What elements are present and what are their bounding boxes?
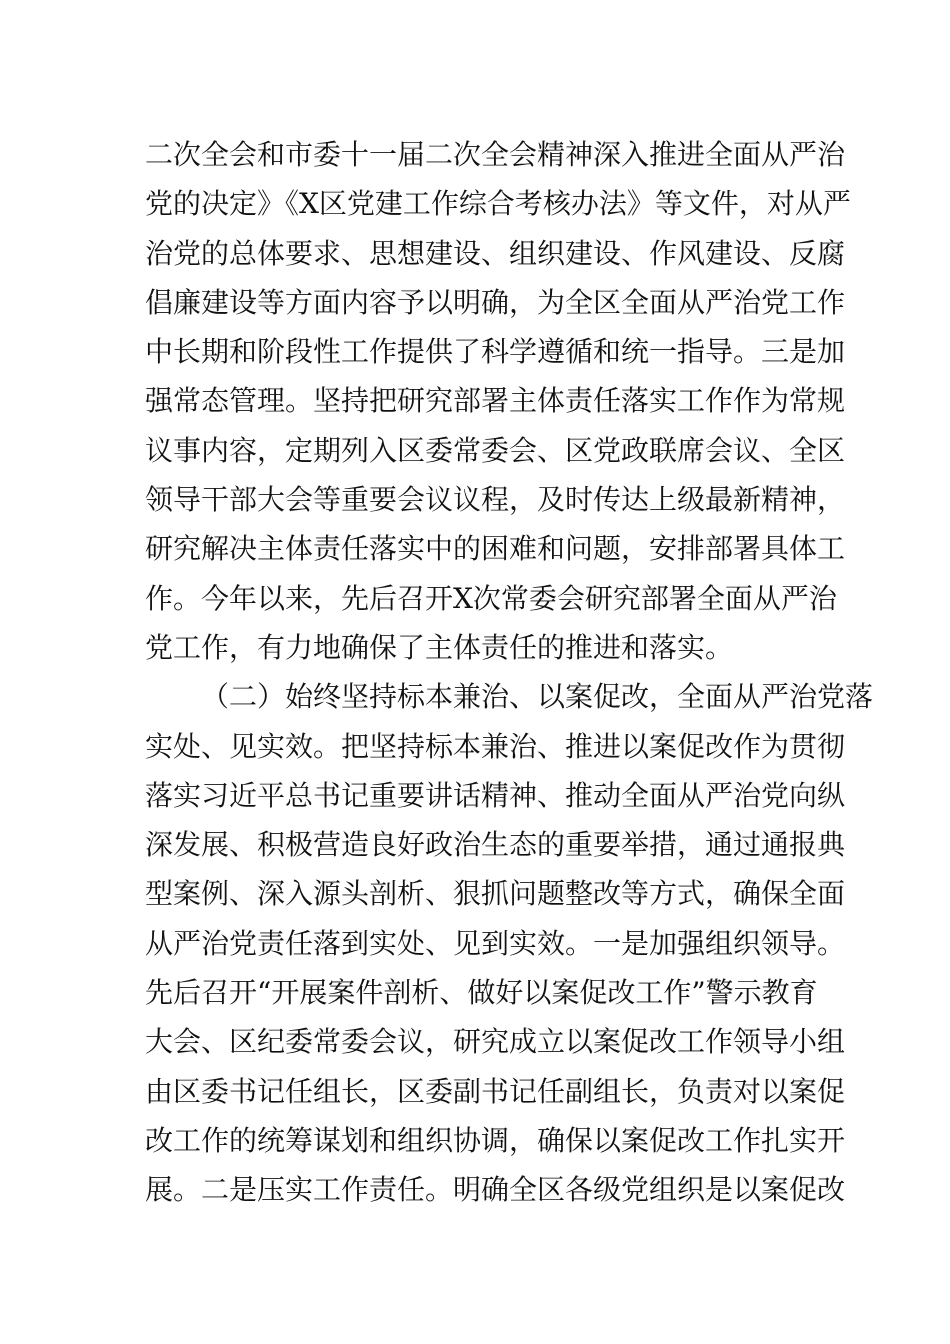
text-line: 二次全会和市委十一届二次全会精神深入推进全面从严治: [145, 138, 846, 171]
text-line: 领导干部大会等重要会议议程，及时传达上级最新精神，: [145, 483, 846, 517]
text-line: 实处、见实效。把坚持标本兼治、推进以案促改作为贯彻: [145, 729, 846, 763]
text-line: 中长期和阶段性工作提供了科学遵循和统一指导。三是加: [145, 335, 846, 369]
text-line: 党的决定》《X区党建工作综合考核办法》等文件，对从严: [145, 187, 851, 221]
text-line: 改工作的统筹谋划和组织协调，确保以案促改工作扎实开: [145, 1123, 846, 1157]
text-line: 从严治党责任落到实处、见到实效。一是加强组织领导。: [145, 926, 846, 960]
text-line: 强常态管理。坚持把研究部署主体责任落实工作作为常规: [145, 384, 846, 418]
text-line: 深发展、积极营造良好政治生态的重要举措，通过通报典: [145, 828, 846, 862]
text-line: 先后召开“开展案件剖析、做好以案促改工作”警示教育: [145, 976, 818, 1010]
text-line: 大会、区纪委常委会议，研究成立以案促改工作领导小组: [145, 1025, 846, 1059]
text-line: 由区委书记任组长，区委副书记任副组长，负责对以案促: [145, 1074, 846, 1108]
text-line: 倡廉建设等方面内容予以明确，为全区全面从严治党工作: [145, 285, 846, 319]
text-line: 落实习近平总书记重要讲话精神、推动全面从严治党向纵: [145, 778, 846, 812]
text-line: 展。二是压实工作责任。明确全区各级党组织是以案促改: [145, 1173, 846, 1207]
body-text: [145, 130, 874, 1215]
text-line: 治党的总体要求、思想建设、组织建设、作风建设、反腐: [145, 236, 846, 270]
text-line: 议事内容，定期列入区委常委会、区党政联席会议、全区: [145, 433, 846, 467]
text-line: 型案例、深入源头剖析、狠抓问题整改等方式，确保全面: [145, 877, 846, 911]
section-heading-line: （二）始终坚持标本兼治、以案促改，全面从严治党落: [201, 680, 874, 714]
paragraph-end-line: 党工作，有力地确保了主体责任的推进和落实。: [145, 630, 734, 664]
text-line: 研究解决主体责任落实中的困难和问题，安排部署具体工: [145, 532, 846, 566]
text-line: 作。今年以来，先后召开X次常委会研究部署全面从严治: [145, 581, 837, 615]
